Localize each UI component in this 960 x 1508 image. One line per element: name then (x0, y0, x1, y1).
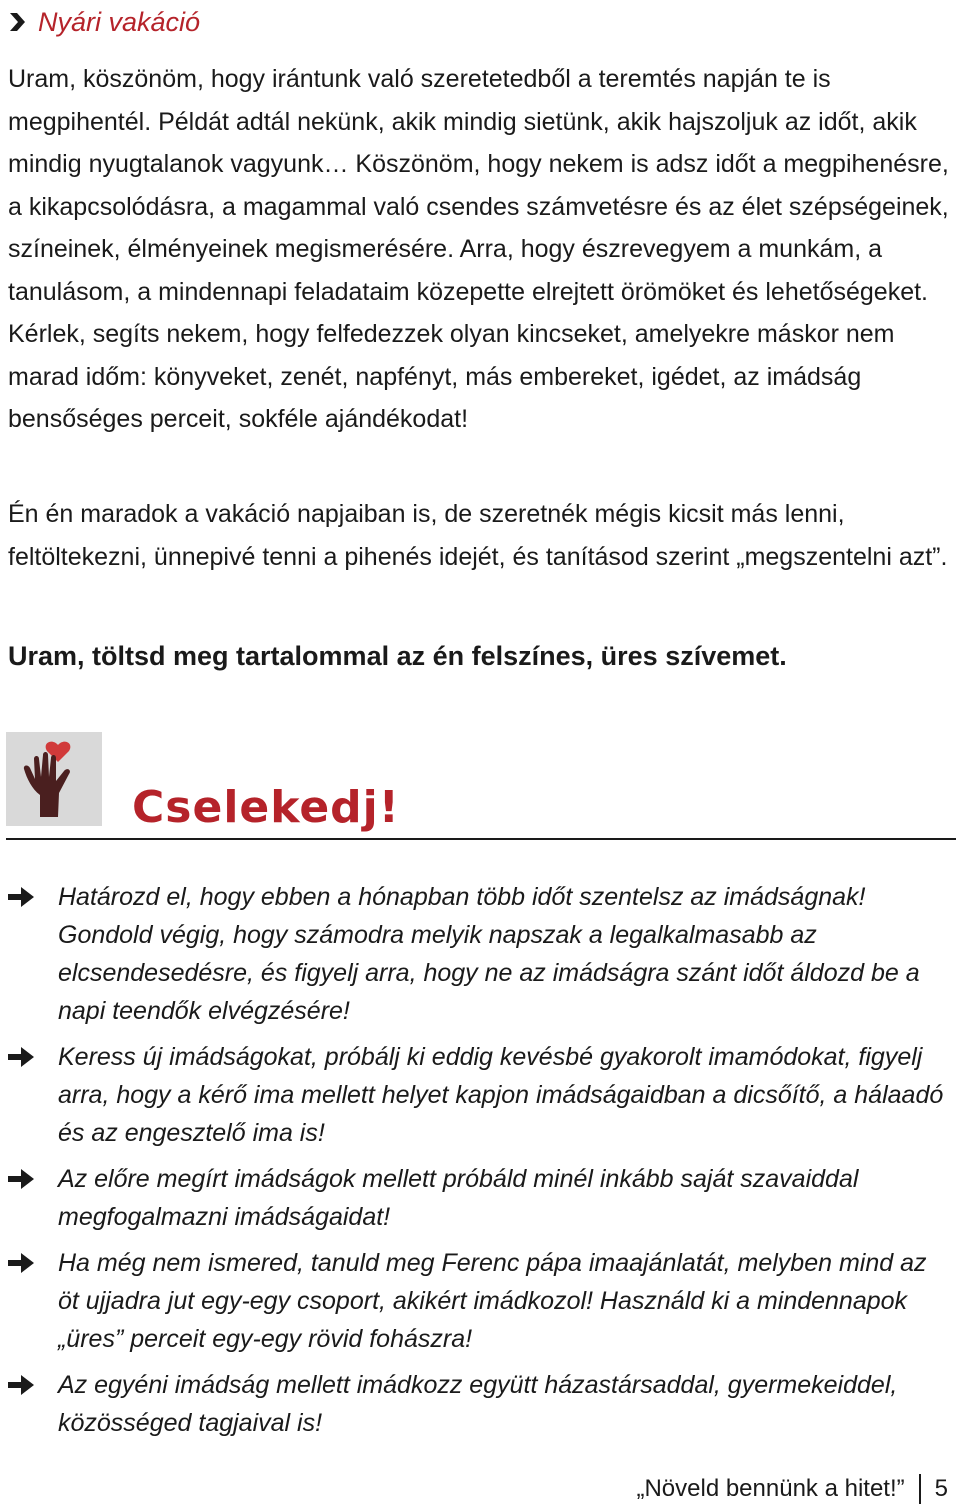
list-item (8, 878, 954, 1030)
list-item-text: Az előre megírt imádságok mellett próbáld minél inkább saját szavaiddal megfogalmazni imádságaidat! (58, 1165, 859, 1231)
list-item (8, 1038, 954, 1152)
arrow-right-icon (8, 1038, 58, 1076)
list-item (8, 1366, 954, 1442)
arrow-right-icon (8, 1366, 58, 1404)
list-item-text: Határozd el, hogy ebben a hónapban több időt szentelsz az imádságnak! Gondold végig, hogy számodra melyik napszak a legalkalmasabb az elcsendesedésre, és figyelj arra, hogy ne az imádságra szánt időt áldozd be a napi teendők elvégzésére! (58, 883, 920, 1025)
footer-separator (919, 1474, 921, 1504)
action-list (8, 878, 954, 1450)
list-item-text: Ha még nem ismered, tanuld meg Ferenc pápa imaajánlatát, melyben mind az öt ujjadra jut egy-egy csoport, akikért imádkozol! Használd ki a mindennapok „üres” perceit egy-egy rövid fohászra! (58, 1249, 927, 1353)
hand-heart-icon (18, 739, 90, 819)
prayer-closing-line: Uram, töltsd meg tartalommal az én felszínes, üres szívemet. (8, 641, 787, 671)
list-item (8, 1244, 954, 1358)
chevron-right-icon (8, 13, 26, 31)
footer-title: „Növeld bennünk a hitet!” (636, 1475, 905, 1502)
page-footer (636, 1472, 948, 1506)
prayer-paragraph-1: Uram, köszönöm, hogy irántunk való szeretetedből a teremtés napján te is megpihentél. Példát adtál nekünk, akik mindig sietünk, akik hajszoljuk az időt, akik mindig nyugtalanok vagyunk… Köszönöm, hogy nekem is adsz időt a megpihenésre, a kikapcsolódásra, a magammal való csendes számvetésre és az élet szépségeinek, színeinek, élményeinek megismerésére. Arra, hogy észrevegyem a munkám, a tanulásom, a mindennapi feladataim közepette elrejtett örömöket és lehetőségeket. Kérlek, segíts nekem, hogy felfedezzek olyan kincseket, amelyekre máskor nem marad időm: könyveket, zenét, napfényt, más embereket, igédet, az imádság bensőséges perceit, sokféle ajándékodat! (8, 65, 949, 433)
section-heading (8, 2, 200, 42)
prayer-paragraph-2: Én én maradok a vakáció napjaiban is, de szeretnék mégis kicsit más lenni, feltöltekezni, ünnepivé tenni a pihenés idejét, és tanításod szerint „megszentelni azt”. (8, 500, 948, 571)
list-item-text: Keress új imádságokat, próbálj ki eddig kevésbé gyakorolt imamódokat, figyelj arra, hogy a kérő ima mellett helyet kapjon imádságaidban a dicsőítő, a hálaadó és az engesztelő ima is! (58, 1043, 944, 1147)
action-icon-box (6, 732, 102, 826)
action-title: Cselekedj! (132, 782, 400, 833)
action-divider (6, 838, 956, 840)
page-number: 5 (934, 1475, 948, 1502)
arrow-right-icon (8, 878, 58, 916)
arrow-right-icon (8, 1244, 58, 1282)
arrow-right-icon (8, 1160, 58, 1198)
section-heading-text: Nyári vakáció (38, 6, 201, 37)
list-item (8, 1160, 954, 1236)
list-item-text: Az egyéni imádság mellett imádkozz együtt házastársaddal, gyermekeiddel, közösséged tagjaival is! (58, 1371, 898, 1437)
